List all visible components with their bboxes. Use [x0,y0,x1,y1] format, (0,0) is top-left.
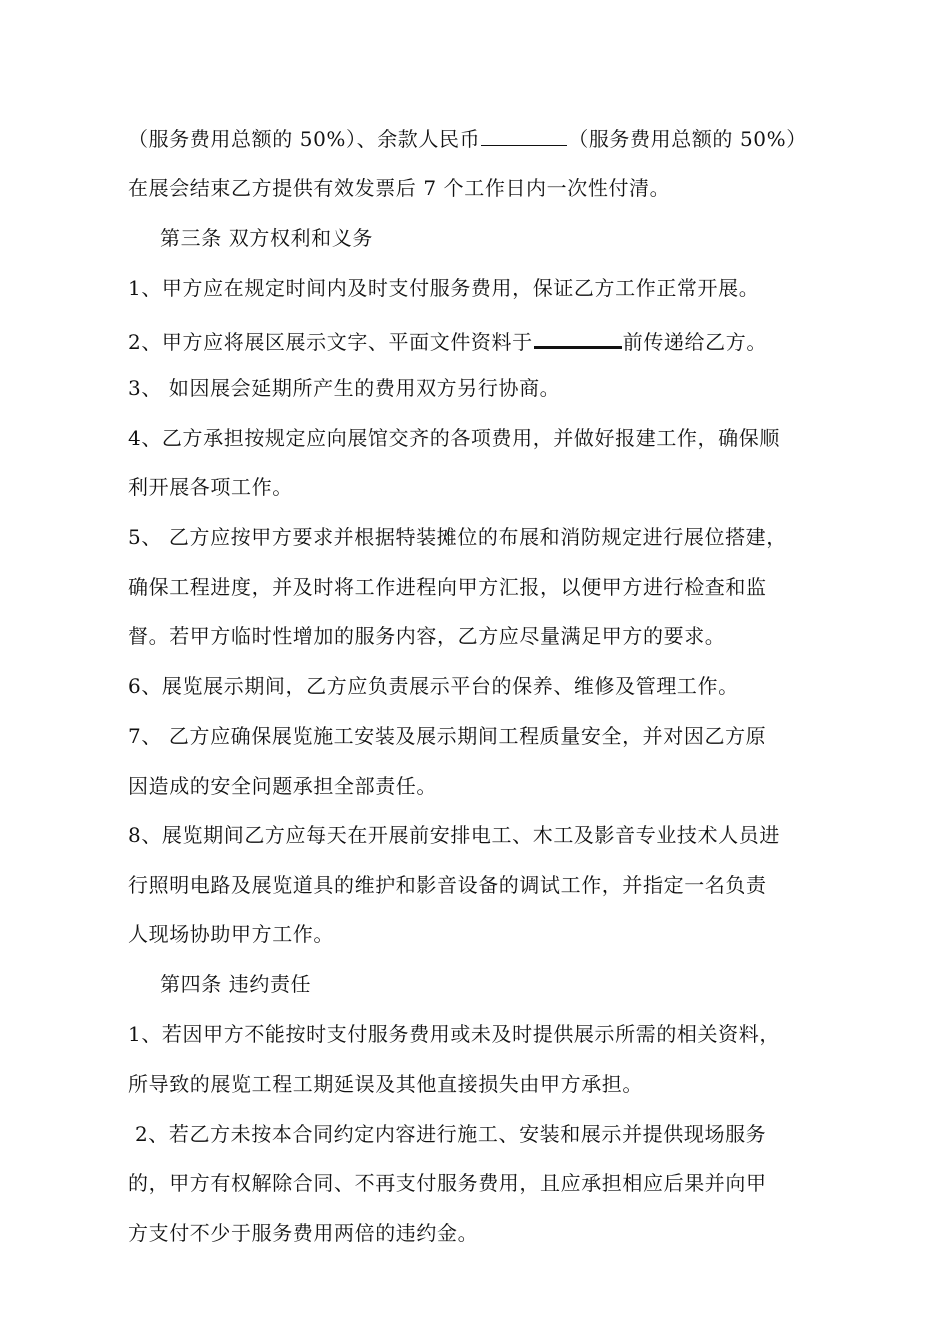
text-line [128,1122,766,1146]
line-text: 督。若甲方临时性增加的服务内容，乙方应尽量满足甲方的要求。 [128,624,726,648]
line-text: 所导致的展览工程工期延误及其他直接损失由甲方承担。 [128,1072,643,1096]
text-line [128,1221,478,1245]
text-line [128,575,767,599]
delivery-date-blank [534,326,622,349]
line-text: 因造成的安全问题承担全部责任。 [128,774,437,798]
text-line [128,525,787,549]
line-text: 人现场协助甲方工作。 [128,922,334,946]
text-line [128,376,560,400]
line-text: 利开展各项工作。 [128,475,293,499]
text-line [128,426,780,450]
line-text: 7、 乙方应确保展览施工安装及展示期间工程质量安全，并对因乙方原 [128,724,767,748]
text-line [128,724,766,748]
delivery-text-end: 前传递给乙方。 [622,330,767,354]
text-line [128,873,767,897]
line-text: 2、若乙方未按本合同约定内容进行施工、安装和展示并提供现场服务 [128,1122,767,1146]
line-text: 行照明电路及展览道具的维护和影音设备的调试工作，并指定一名负责 [128,873,767,897]
section-heading-3 [160,226,373,250]
line-text: 1、若因甲方不能按时支付服务费用或未及时提供展示所需的相关资料， [128,1022,780,1046]
text-line [128,624,725,648]
text-line [128,276,759,300]
line-text: 6、展览展示期间，乙方应负责展示平台的保养、维修及管理工作。 [128,674,739,698]
line-text: 确保工程进度，并及时将工作进程向甲方汇报，以便甲方进行检查和监 [128,575,767,599]
text-line [128,922,334,946]
line-text: 4、乙方承担按规定应向展馆交齐的各项费用，并做好报建工作，确保顺 [128,426,780,450]
heading-text: 第三条 双方权利和义务 [160,226,373,250]
text-line [128,674,739,698]
line-text: 8、展览期间乙方应每天在开展前安排电工、木工及影音专业技术人员进 [128,823,780,847]
text-line [128,1022,780,1046]
line-text: 5、 乙方应按甲方要求并根据特装摊位的布展和消防规定进行展位搭建， [128,525,787,549]
text-line [128,1171,767,1195]
line-text: 在展会结束乙方提供有效发票后 7 个工作日内一次性付清。 [128,176,671,200]
section-heading-4 [160,972,311,996]
heading-text: 第四条 违约责任 [160,972,312,996]
line-text: 3、 如因展会延期所产生的费用双方另行协商。 [128,376,561,400]
balance-amount-blank [481,125,567,146]
line-text: 的，甲方有权解除合同、不再支付服务费用，且应承担相应后果并向甲 [128,1171,767,1195]
text-line [128,774,437,798]
line-text: 1、甲方应在规定时间内及时支付服务费用，保证乙方工作正常开展。 [128,276,760,300]
text-line [128,326,767,354]
payment-text-start: （服务费用总额的 50%）、余款人民币 [128,127,481,151]
payment-text-end: （服务费用总额的 50%） [568,127,807,151]
text-line [128,1072,643,1096]
text-line [128,125,807,151]
delivery-text-start: 2、甲方应将展区展示文字、平面文件资料于 [128,330,533,354]
text-line [128,176,670,200]
line-text: 方支付不少于服务费用两倍的违约金。 [128,1221,479,1245]
text-line [128,823,780,847]
text-line [128,475,293,499]
